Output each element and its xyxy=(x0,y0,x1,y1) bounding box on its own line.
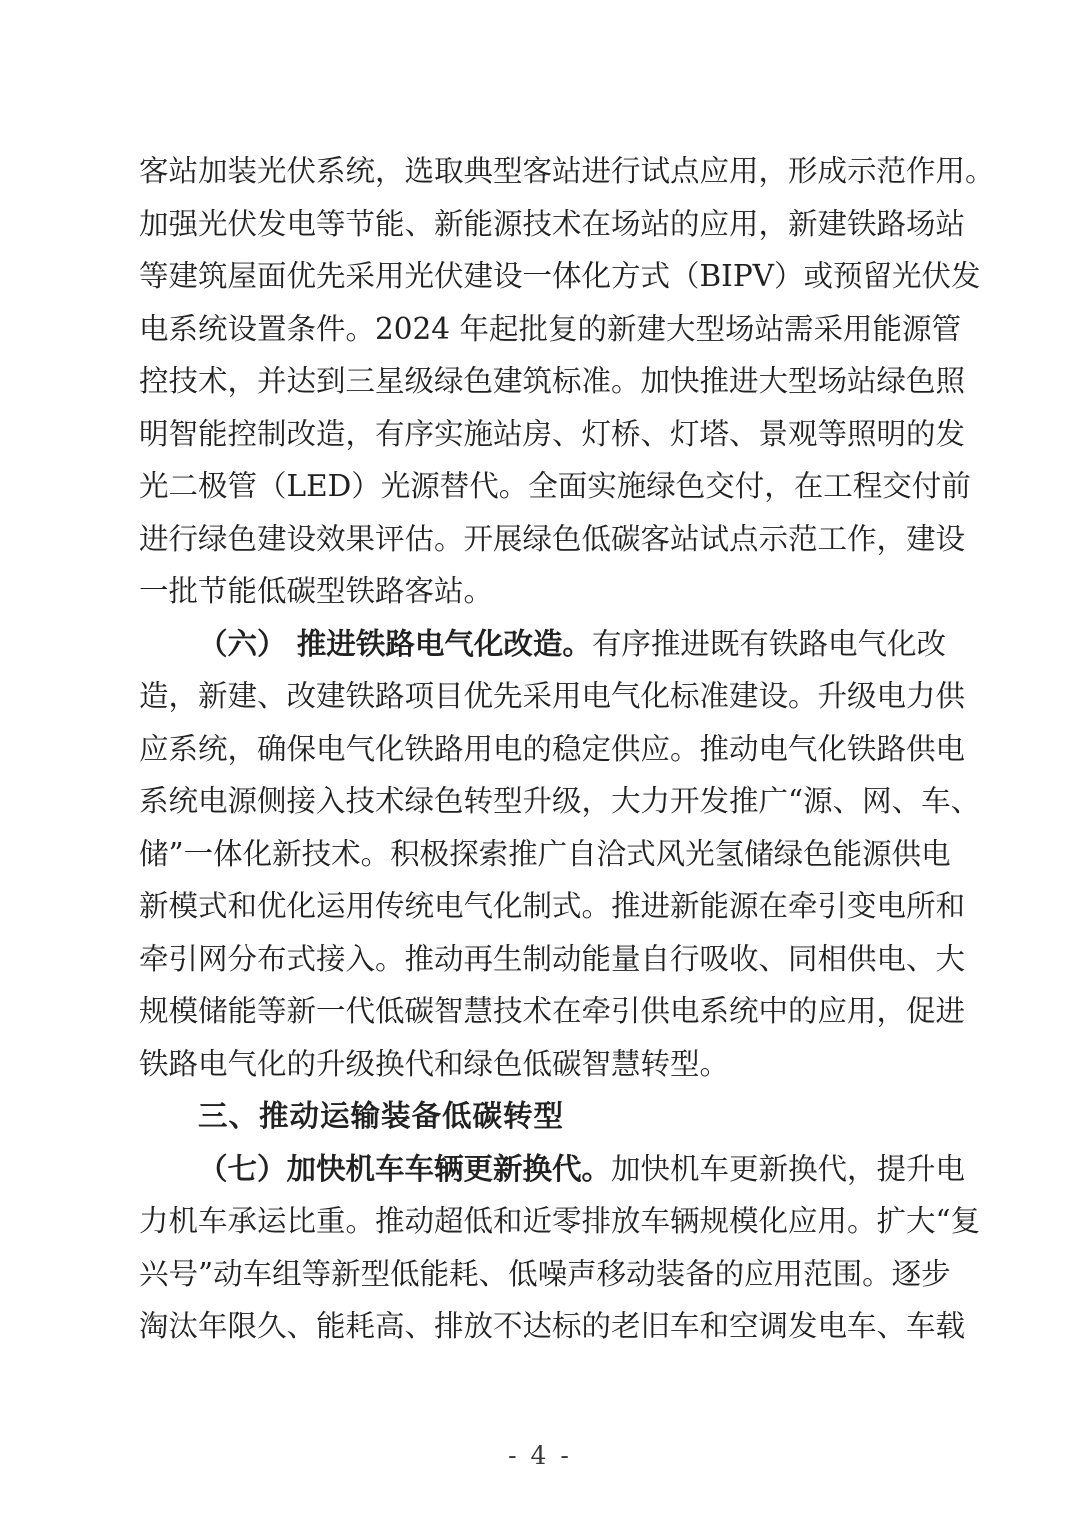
document-line xyxy=(139,1038,946,1091)
document-line xyxy=(139,670,966,723)
body-text-run: 规模储能等新一代低碳智慧技术在牵引供电系统中的应用，促进 xyxy=(139,994,966,1028)
document-line xyxy=(139,775,981,828)
body-text-run: 一批节能低碳型铁路客站。 xyxy=(139,574,494,608)
document-line xyxy=(139,723,966,776)
body-text-run: 应系统，确保电气化铁路用电的稳定供应。推动电气化铁路供电 xyxy=(139,731,966,766)
emphasized-text: （七）加快机车车辆更新换代。 xyxy=(198,1150,612,1186)
document-line xyxy=(139,985,966,1038)
document-line xyxy=(139,145,995,198)
document-line xyxy=(139,460,971,513)
body-text-run: 加快机车更新换代，提升电 xyxy=(611,1151,966,1186)
document-body xyxy=(139,145,995,1353)
body-text-run: 电系统设置条件。2024 年起批复的新建大型场站需采用能源管 xyxy=(139,311,961,346)
document-line xyxy=(139,250,981,303)
body-text-run: 等建筑屋面优先采用光伏建设一体化方式（BIPV）或预留光伏发 xyxy=(139,259,981,293)
document-line xyxy=(139,618,946,671)
body-text-run: 光二极管（LED）光源替代。全面实施绿色交付，在工程交付前 xyxy=(139,469,971,503)
document-line xyxy=(139,1248,951,1301)
body-text-run: 储”一体化新技术。积极探索推广自洽式风光氢储绿色能源供电 xyxy=(139,836,951,871)
section-heading xyxy=(139,1090,946,1143)
page-number: - 4 - xyxy=(508,1441,572,1470)
document-line xyxy=(139,303,961,356)
body-text-run: 明智能控制改造，有序实施站房、灯桥、灯塔、景观等照明的发 xyxy=(139,416,966,451)
body-text-run: 力机车承运比重。推动超低和近零排放车辆规模化应用。扩大“复 xyxy=(139,1204,981,1238)
body-text-run: 有序推进既有铁路电气化改 xyxy=(591,626,946,661)
emphasized-text: （六） 推进铁路电气化改造。 xyxy=(198,625,592,661)
document-line xyxy=(139,1195,981,1248)
emphasized-text: 三、推动运输装备低碳转型 xyxy=(198,1099,565,1133)
body-text-run: 进行绿色建设效果评估。开展绿色低碳客站试点示范工作，建设 xyxy=(139,521,966,556)
document-line xyxy=(139,198,966,251)
body-text-run: 加强光伏发电等节能、新能源技术在场站的应用，新建铁路场站 xyxy=(139,206,966,241)
document-line xyxy=(139,408,966,461)
document-line xyxy=(139,513,966,566)
body-text-run: 造，新建、改建铁路项目优先采用电气化标准建设。升级电力供 xyxy=(139,679,966,713)
document-line xyxy=(139,565,946,618)
body-text-run: 系统电源侧接入技术绿色转型升级，大力开发推广“源、网、车、 xyxy=(139,784,981,818)
document-line xyxy=(139,1300,966,1353)
body-text-run: 客站加装光伏系统，选取典型客站进行试点应用，形成示范作用。 xyxy=(139,154,995,188)
body-text-run: 淘汰年限久、能耗高、排放不达标的老旧车和空调发电车、车载 xyxy=(139,1309,966,1343)
document-line xyxy=(139,355,966,408)
body-text-run: 控技术，并达到三星级绿色建筑标准。加快推进大型场站绿色照 xyxy=(139,364,966,398)
body-text-run: 兴号”动车组等新型低能耗、低噪声移动装备的应用范围。逐步 xyxy=(139,1256,951,1291)
body-text-run: 新模式和优化运用传统电气化制式。推进新能源在牵引变电所和 xyxy=(139,889,966,923)
document-line xyxy=(139,880,966,933)
body-text-run: 铁路电气化的升级换代和绿色低碳智慧转型。 xyxy=(139,1046,730,1081)
document-line xyxy=(139,828,951,881)
document-line xyxy=(139,933,966,986)
body-text-run: 牵引网分布式接入。推动再生制动能量自行吸收、同相供电、大 xyxy=(139,941,966,976)
document-line xyxy=(139,1143,966,1196)
